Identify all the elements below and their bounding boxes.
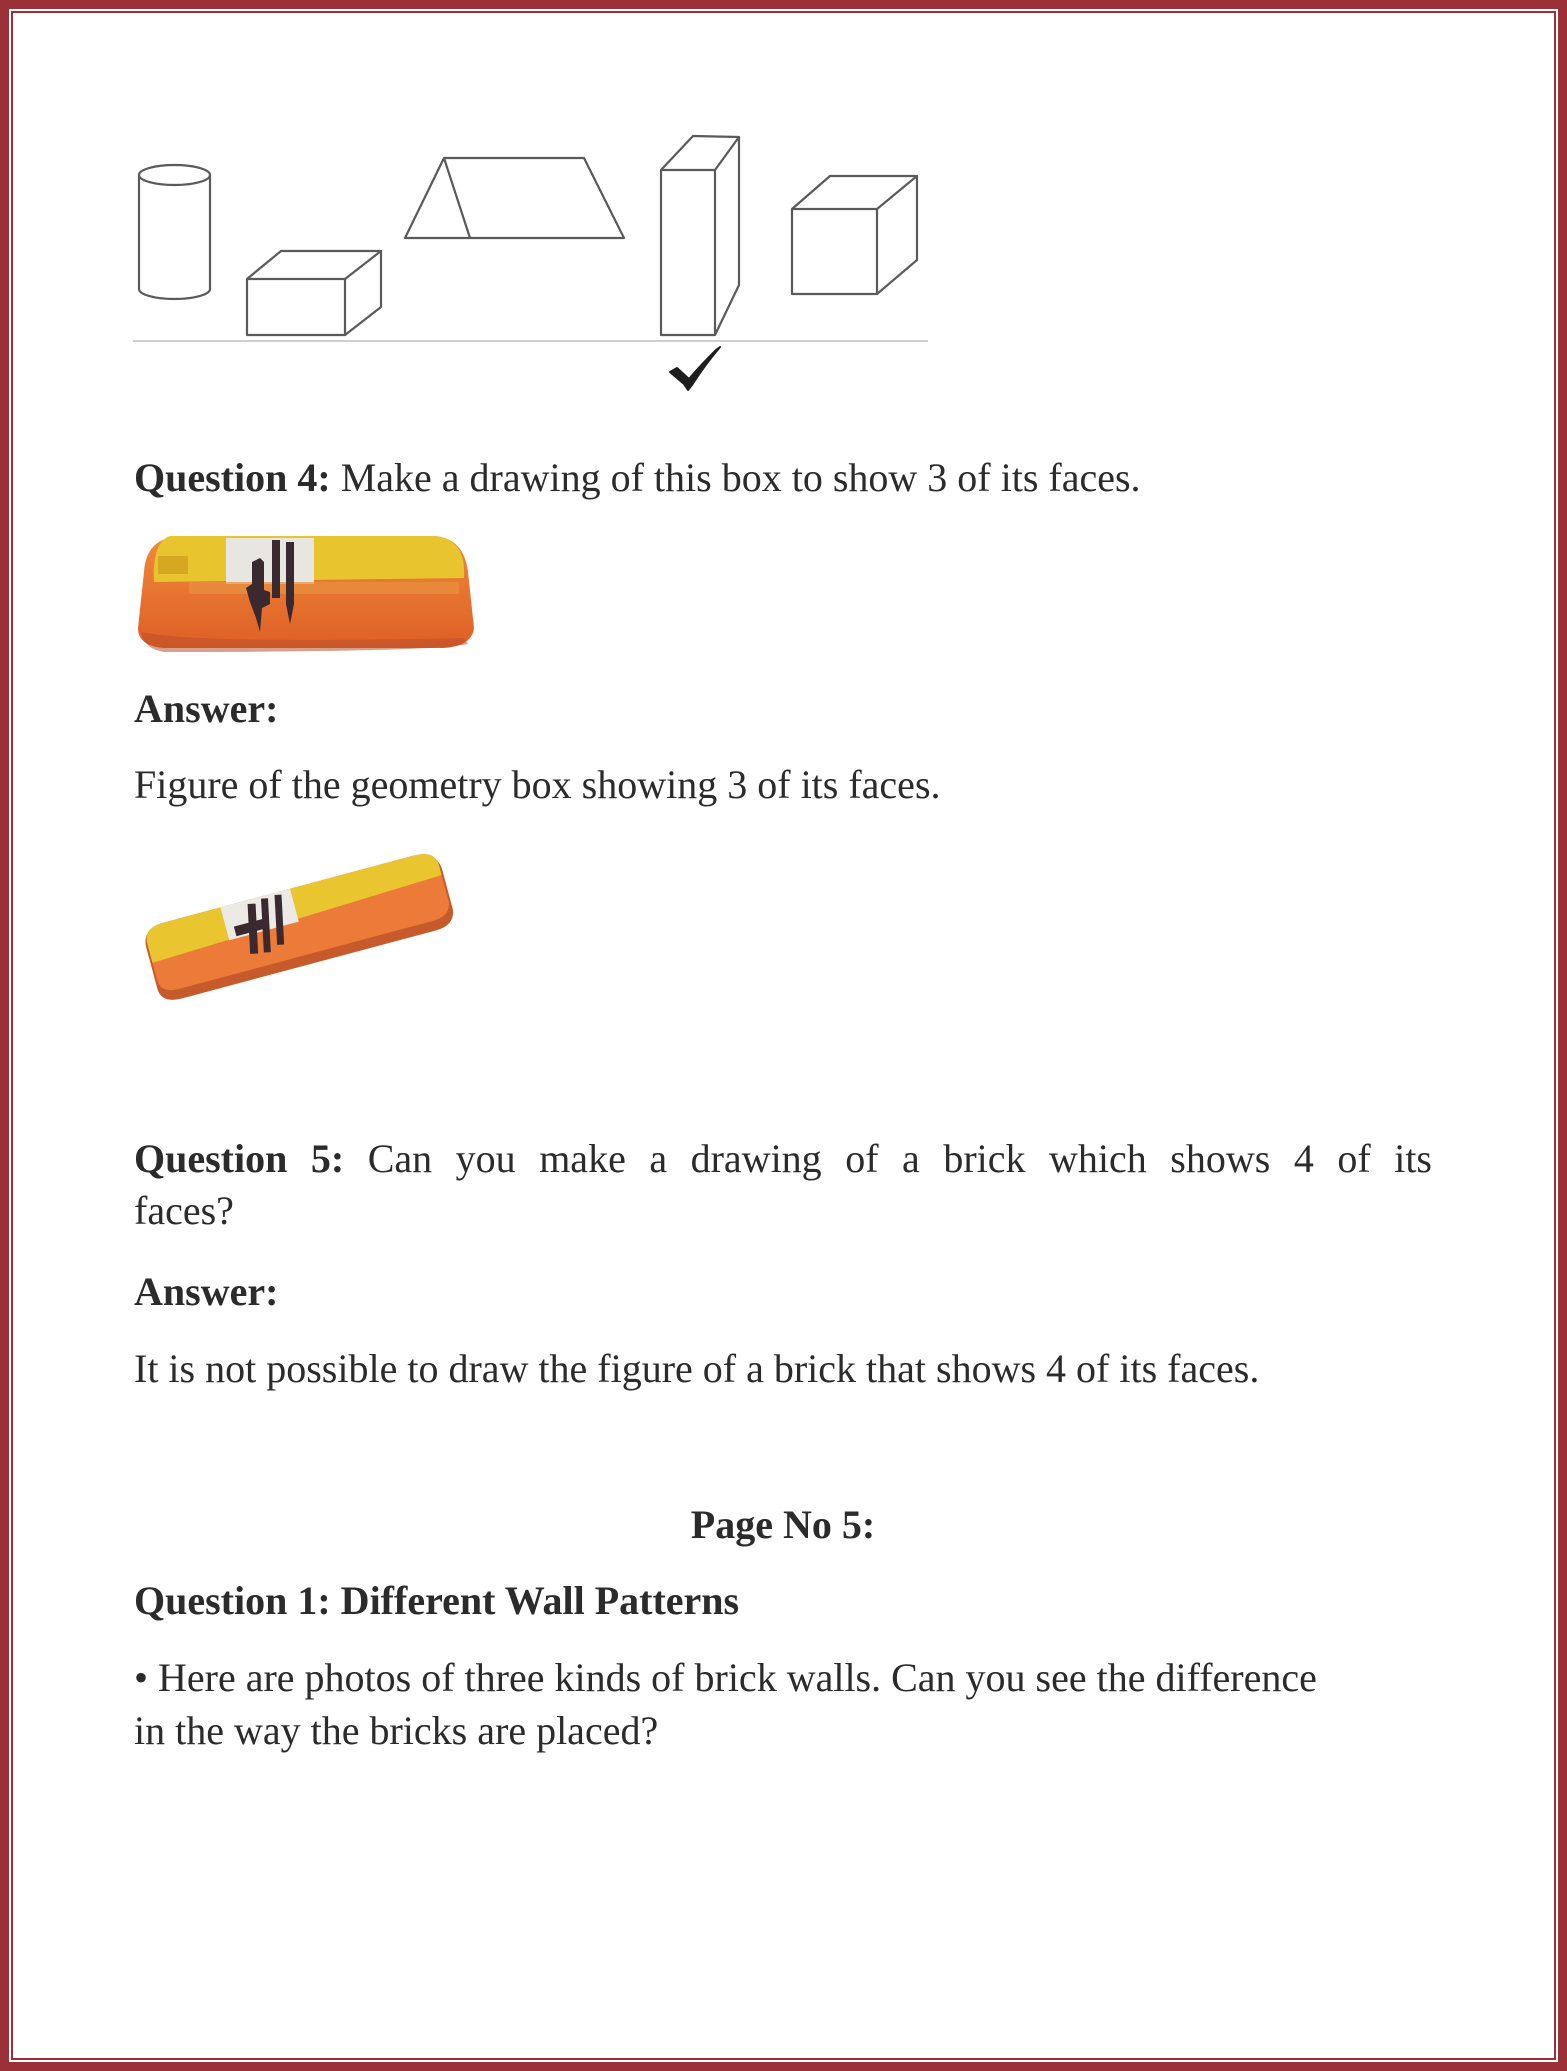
question-4-answer-label: Answer:	[134, 686, 279, 731]
section-question-1-line-2: in the way the bricks are placed?	[134, 1708, 659, 1753]
question-5-line-2: faces?	[134, 1188, 234, 1233]
question-5-answer-label: Answer:	[134, 1269, 279, 1314]
question-5-label: Question 5:	[134, 1136, 345, 1181]
question-5-text: Can you make a drawing of a brick which shows 4 of its	[344, 1136, 1432, 1181]
question-4-label: Question 4:	[134, 455, 331, 500]
solid-shapes-figure	[0, 0, 1567, 420]
bullet-icon: •	[134, 1655, 149, 1700]
geometry-box-3-faces-image	[134, 838, 464, 1030]
tall-cuboid-shape	[661, 136, 739, 335]
cylinder-shape	[139, 165, 210, 299]
question-4	[134, 452, 1432, 504]
cube-shape	[792, 176, 917, 294]
cuboid-shape	[247, 251, 381, 335]
triangular-prism-shape	[405, 158, 624, 238]
section-question-1-text-1: Here are photos of three kinds of brick walls. Can you see the difference	[148, 1655, 1317, 1700]
checkmark-icon	[670, 347, 720, 390]
geometry-box-image	[134, 528, 479, 656]
section-question-1-heading: Question 1: Different Wall Patterns	[134, 1578, 740, 1623]
question-5-line-1	[134, 1133, 1432, 1185]
section-question-1-line-1	[134, 1652, 1432, 1704]
page-heading: Page No 5:	[690, 1502, 876, 1547]
question-5-answer-text: It is not possible to draw the figure of a brick that shows 4 of its faces.	[134, 1346, 1260, 1391]
question-4-answer-text: Figure of the geometry box showing 3 of its faces.	[134, 762, 941, 807]
question-4-text: Make a drawing of this box to show 3 of its faces.	[330, 455, 1141, 500]
